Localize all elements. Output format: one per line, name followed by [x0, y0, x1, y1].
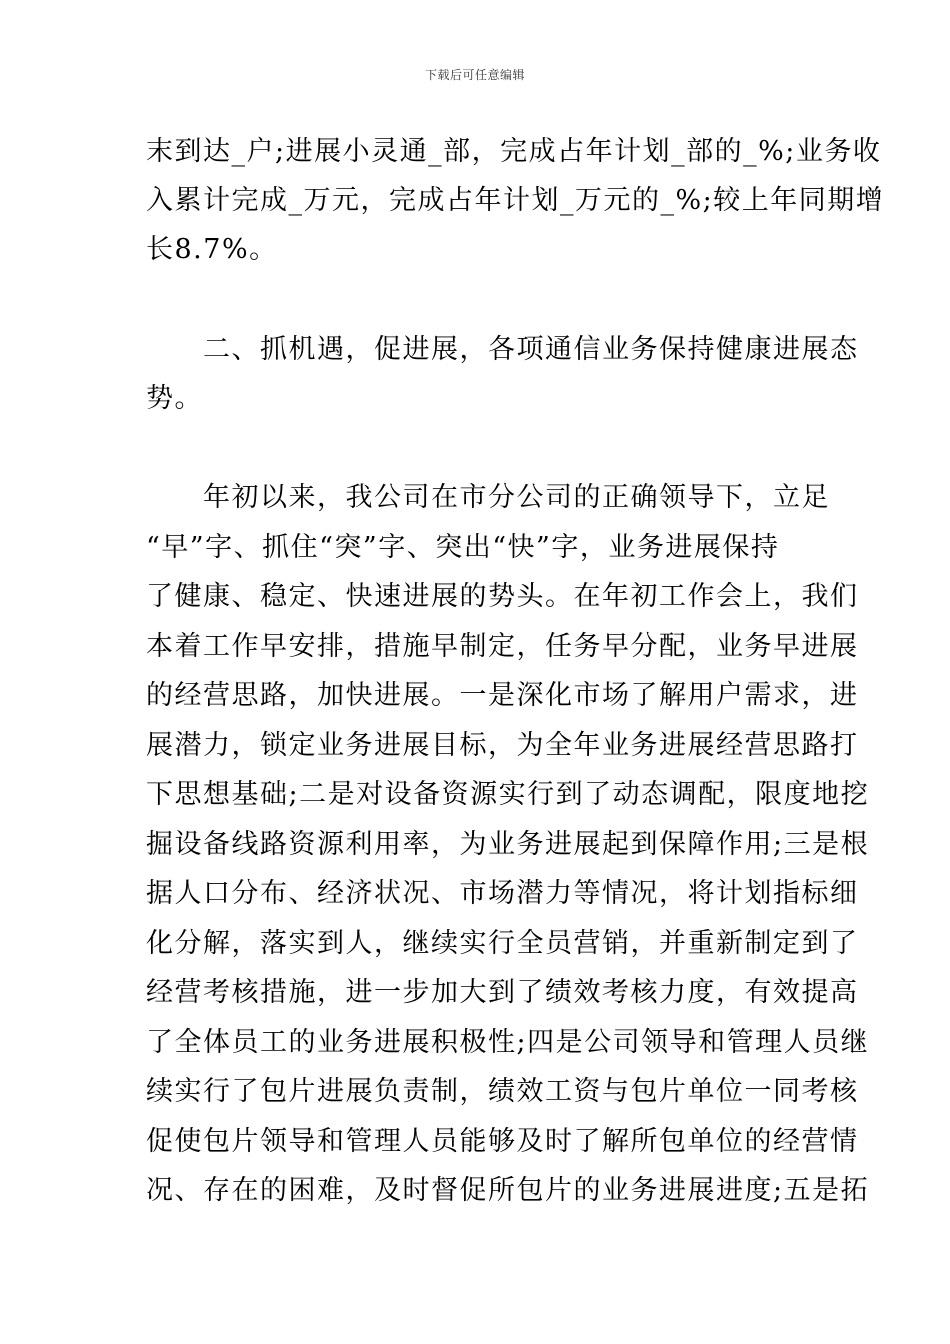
- header-note: 下载后可任意编辑: [424, 68, 525, 82]
- text-line: 了全体员工的业务进展积极性;四是公司领导和管理人员继: [146, 1027, 870, 1058]
- text-line: 况、存在的困难，及时督促所包片的业务进展进度;五是拓: [146, 1175, 870, 1206]
- text-line: 长8.7%。: [146, 234, 278, 265]
- section-heading-line: 势。: [146, 383, 203, 414]
- text-line: 促使包片领导和管理人员能够及时了解所包单位的经营情: [146, 1126, 859, 1157]
- text-line: 入累计完成_万元，完成占年计划_万元的_%;较上年同期增: [146, 185, 885, 216]
- text-line: 化分解，落实到人，继续实行全员营销，并重新制定到了: [146, 928, 859, 959]
- text-line: 的经营思路，加快进展。一是深化市场了解用户需求，进: [146, 680, 859, 711]
- text-line: 下思想基础;二是对设备资源实行到了动态调配，限度地挖: [146, 779, 870, 810]
- text-line: “早”字、抓住“突”字、突出“快”字，业务进展保持: [146, 532, 780, 563]
- text-line: 续实行了包片进展负责制，绩效工资与包片单位一同考核: [146, 1076, 859, 1107]
- text-line: 展潜力，锁定业务进展目标，为全年业务进展经营思路打: [146, 730, 859, 761]
- text-line: 本着工作早安排，措施早制定，任务早分配，业务早进展: [146, 631, 859, 662]
- text-line: 末到达_户;进展小灵通_部，完成占年计划_部的_%;业务收: [146, 136, 882, 167]
- text-line: 据人口分布、经济状况、市场潜力等情况，将计划指标细: [146, 878, 859, 909]
- section-heading-line: 二、抓机遇，促进展，各项通信业务保持健康进展态: [146, 334, 859, 365]
- text-line: 经营考核措施，进一步加大到了绩效考核力度，有效提高: [146, 977, 859, 1008]
- text-line: 了健康、稳定、快速进展的势头。在年初工作会上，我们: [146, 581, 859, 612]
- text-line: 年初以来，我公司在市分公司的正确领导下，立足: [146, 482, 830, 513]
- text-line: 掘设备线路资源利用率，为业务进展起到保障作用;三是根: [146, 829, 870, 860]
